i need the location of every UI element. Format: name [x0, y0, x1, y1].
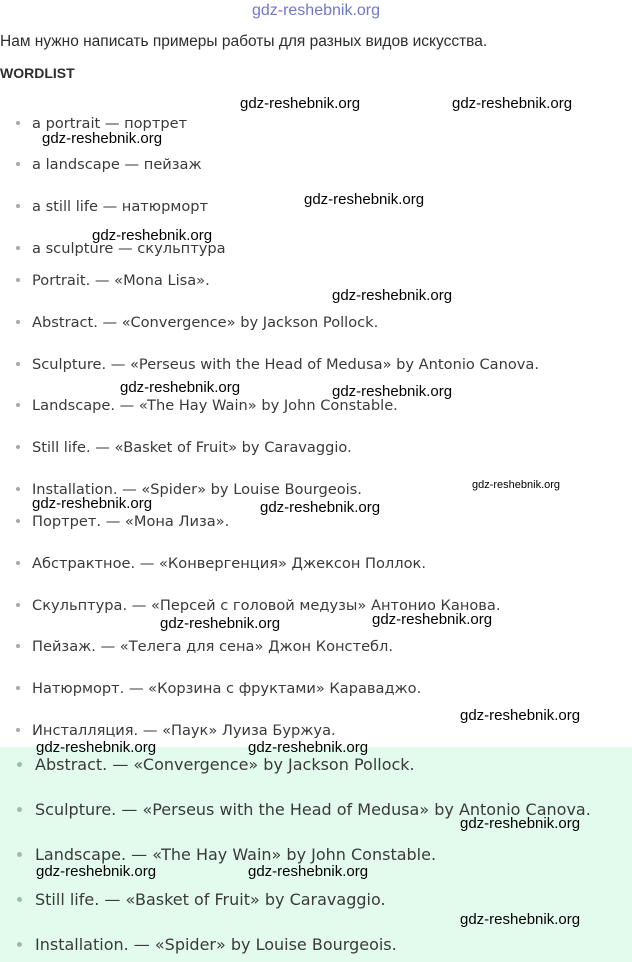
bullet-icon: [16, 487, 20, 491]
watermark: gdz-reshebnik.org: [304, 191, 425, 208]
bullet-icon: [16, 445, 20, 449]
bullet-icon: [16, 320, 20, 324]
site-header-link[interactable]: gdz-reshebnik.org: [251, 2, 381, 19]
list-item: Абстрактное. — «Конвергенция» Джексон Поллок.: [16, 555, 426, 572]
bullet-icon: [17, 942, 22, 947]
list-item: Пейзаж. — «Телега для сена» Джон Констебл.: [16, 638, 393, 655]
bullet-icon: [16, 686, 20, 690]
bullet-icon: [16, 121, 20, 125]
list-item: Landscape. — «The Hay Wain» by John Constable.: [17, 845, 436, 864]
watermark: gdz-reshebnik.org: [452, 95, 573, 112]
watermark: gdz-reshebnik.org: [32, 495, 153, 512]
list-item: Still life. — «Basket of Fruit» by Caravaggio.: [17, 890, 386, 909]
watermark: gdz-reshebnik.org: [248, 863, 369, 880]
list-item: a portrait — портрет: [16, 115, 187, 132]
watermark: gdz-reshebnik.org: [372, 611, 493, 628]
bullet-icon: [16, 162, 20, 166]
list-item: Landscape. — «The Hay Wain» by John Constable.: [16, 397, 398, 414]
watermark: gdz-reshebnik.org: [460, 707, 581, 724]
list-item: Abstract. — «Convergence» by Jackson Pollock.: [16, 314, 378, 331]
bullet-icon: [16, 403, 20, 407]
list-item: Portrait. — «Mona Lisa».: [16, 272, 210, 289]
list-item: Still life. — «Basket of Fruit» by Caravaggio.: [16, 439, 352, 456]
watermark: gdz-reshebnik.org: [332, 383, 453, 400]
list-item: Sculpture. — «Perseus with the Head of Medusa» by Antonio Canova.: [17, 800, 591, 819]
intro-text: Нам нужно написать примеры работы для разных видов искусства.: [0, 33, 488, 50]
list-item: Abstract. — «Convergence» by Jackson Pollock.: [17, 755, 415, 774]
bullet-icon: [17, 897, 22, 902]
watermark: gdz-reshebnik.org: [120, 379, 241, 396]
watermark: gdz-reshebnik.org: [472, 479, 561, 491]
bullet-icon: [16, 728, 20, 732]
bullet-icon: [16, 204, 20, 208]
watermark: gdz-reshebnik.org: [36, 739, 157, 756]
watermark: gdz-reshebnik.org: [36, 863, 157, 880]
bullet-icon: [16, 644, 20, 648]
bullet-icon: [17, 762, 22, 767]
list-item: a still life — натюрморт: [16, 198, 208, 215]
wordlist-heading: WORDLIST: [0, 65, 75, 81]
bullet-icon: [16, 519, 20, 523]
watermark: gdz-reshebnik.org: [240, 95, 361, 112]
list-item: a landscape — пейзаж: [16, 156, 202, 173]
bullet-icon: [17, 807, 22, 812]
list-item: a sculpture — скульптура: [16, 240, 226, 257]
watermark: gdz-reshebnik.org: [42, 130, 163, 147]
list-item: Sculpture. — «Perseus with the Head of Medusa» by Antonio Canova.: [16, 356, 539, 373]
bullet-icon: [16, 603, 20, 607]
bullet-icon: [17, 852, 22, 857]
list-item: Портрет. — «Мона Лиза».: [16, 513, 229, 530]
watermark: gdz-reshebnik.org: [260, 499, 381, 516]
list-item: Скульптура. — «Персей с головой медузы» Антонио Канова.: [16, 597, 500, 614]
watermark: gdz-reshebnik.org: [248, 739, 369, 756]
watermark: gdz-reshebnik.org: [332, 287, 453, 304]
watermark: gdz-reshebnik.org: [92, 227, 213, 244]
bullet-icon: [16, 278, 20, 282]
bullet-icon: [16, 362, 20, 366]
list-item: Инсталляция. — «Паук» Луиза Буржуа.: [16, 722, 336, 739]
bullet-icon: [16, 561, 20, 565]
watermark: gdz-reshebnik.org: [460, 815, 581, 832]
list-item: Installation. — «Spider» by Louise Bourgeois.: [16, 481, 362, 498]
watermark: gdz-reshebnik.org: [160, 615, 281, 632]
watermark: gdz-reshebnik.org: [460, 911, 581, 928]
list-item: Натюрморт. — «Корзина с фруктами» Караваджо.: [16, 680, 421, 697]
list-item: Installation. — «Spider» by Louise Bourgeois.: [17, 935, 397, 954]
bullet-icon: [16, 246, 20, 250]
